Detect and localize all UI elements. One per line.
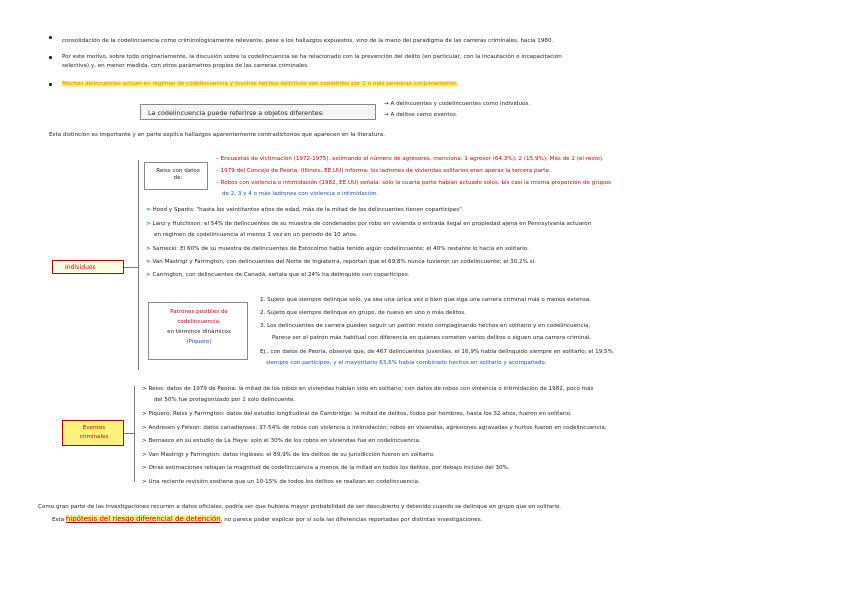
pattern-item: 2. Sujeto que siempre delinque en grupo, de nuevo en uno o más delitos. <box>260 310 466 316</box>
patterns-box-line: (Piquero) <box>186 339 212 345</box>
finding-row <box>154 232 358 239</box>
patterns-box <box>148 302 248 360</box>
reiss-item-2: – 1979 del Concejo de Peoria, (Illinois, EE.UU) informa: los ladrones de viviendas solitarios eran aperas la tercera parte. <box>216 168 551 174</box>
reiss-item-1: – Encuestas de victimación (1972-1975), estimando el número de agresores, menciona: 1 agresor (64,3%); 2 (15,9%); Más de 2 (el resto). <box>216 156 604 162</box>
evento-row: > Una reciente revisión sostiene que un 10-15% de todos los delitos se realizan en codelincuencia. <box>142 479 420 485</box>
conclusion-line-1: Como gran parte de las investigaciones recurren a datos oficiales, podría ser que hubiera mayor probabilidad de ser descubierto y detenido cuando se delinque en grupo que en solitario. <box>38 504 562 510</box>
finding-row: > Lanz y Hutchison: el 54% de delincuentes de su muestra de condenados por robo en vivienda o entrada ilegal en propiedad ajena en Pennsylvania actuaron <box>146 221 592 227</box>
finding-text: Van Mastrigt y Farrington, con delincuentes del Norte de Inglaterra, reportan que el 69,8% nunca tuvieron un codelincuente; el 30,2% sí. <box>152 259 536 265</box>
conclusion-text: , no parece poder explicar por sí sola las diferencias reportadas por distintas investigaciones. <box>220 517 483 523</box>
pattern-item: 3. Los delincuentes de carrera pueden seguir un patrón mixto compaginando hechos en solitario y en codelincuencia. <box>260 323 591 329</box>
reiss-item-4: de 2, 3 y 4 o más ladrones con violencia o intimidación. <box>222 191 379 197</box>
evento-text: Una reciente revisión sostiene que un 10-15% de todos los delitos se realizan en codelincuencia. <box>148 479 420 485</box>
conclusion-text: Esta <box>52 517 65 523</box>
eventos-label: Eventos <box>82 425 106 431</box>
finding-row: > Sarnecki: El 60% de su muestra de delincuentes de Estocolmo había tenido algún codelincuente; el 40% restante lo hacía en solitario. <box>146 246 529 252</box>
intro-line-2a: Por este motivo, sobre todo originariamente, la discusión sobre la codelincuencia se ha relacionado con la prevención del delito (en particular, con la incautación o incapacitación <box>62 54 562 60</box>
definition-label: La codelincuencia puede referirse a objetos diferentes: <box>148 109 325 117</box>
definition-box <box>140 104 376 120</box>
distinction-text: Esta distinción es importante y en parte explica hallazgos aparentemente contradictorios que aparecen en la literatura. <box>49 132 385 138</box>
finding-text: Sarnecki: El 60% de su muestra de delincuentes de Estocolmo había tenido algún codelincuente; el 40% restante lo hacía en solitario. <box>152 246 529 252</box>
finding-row: > Hood y Sparks: "hasta los veintitantos años de edad, más de la mitad de los delincuentes tienen copartícipes". <box>146 207 464 213</box>
bullet-dot <box>49 36 52 39</box>
pattern-item: 1. Sujeto que siempre delinque solo, ya sea una única vez o bien que siga una carrera criminal más o menos extensa. <box>260 297 592 303</box>
hipotesis-highlight: hipótesis del riesgo diferencial de detención <box>65 515 221 523</box>
finding-text: Hood y Sparks: "hasta los veintitantos años de edad, más de la mitad de los delincuentes tienen copartícipes". <box>152 207 464 213</box>
reiss-box-label: Reiss con datos de: <box>156 168 200 181</box>
reiss-box <box>144 162 208 190</box>
finding-row: > Van Mastrigt y Farrington, con delincuentes del Norte de Inglaterra, reportan que el 69,8% nunca tuvieron un codelincuente; el 30,2% sí. <box>146 259 536 265</box>
connector-line <box>124 267 138 268</box>
pattern-item: Ej., con datos de Peoria, observé que, de 467 delincuentes juveniles, el 16,9% había delinquido siempre en solitario; el 19,5% <box>260 349 613 355</box>
pattern-item: Parece ser el patrón más habitual con diferencia en quienes cometen varios delitos o siguen una carrera criminal. <box>272 335 592 341</box>
finding-text: en régimen de codelincuencia al menos 1 vez en un periodo de 10 años. <box>154 232 358 238</box>
evento-row: > Van Mastrigt y Farrington: datos ingleses: el 89,9% de los delitos de su jurisdicción fueron en solitario. <box>142 452 435 458</box>
evento-text: Piquero, Reiss y Farrington: datos del estudio longitudinal de Cambridge: la mitad de delitos, todos por hombres, hasta los 32 años, fueron en solitario. <box>148 411 572 417</box>
reiss-item-3: – Robos con violencia o intimidación (1982, EE.UU) señala: solo la cuarta parte habían actuado solos, bis casi la misma proporción de grupos <box>216 180 612 186</box>
evento-row: > Bernasco en su estudio de La Haya: solo el 30% de los robos en viviendas fue en codelincuencia. <box>142 438 421 444</box>
definition-option-2: → A delitos como eventos. <box>384 112 458 118</box>
connector-line <box>124 433 134 434</box>
evento-row: > Reiss: datos de 1979 de Peoria: la mitad de los robos en viviendas habían sido en solitario; con datos de robos con violencia o intimidación de 1982, poco más <box>142 386 594 392</box>
evento-row <box>154 397 295 404</box>
evento-text: Van Mastrigt y Farrington: datos ingleses: el 89,9% de los delitos de su jurisdicción fueron en solitario. <box>148 452 435 458</box>
finding-text: Lanz y Hutchison: el 54% de delincuentes de su muestra de condenados por robo en vivienda o entrada ilegal en propiedad ajena en Pennsylvania actuaron <box>152 221 592 227</box>
evento-text: Andresen y Felson: datos canadienses: 37-54% de robos con violencia o intimidación, robos en viviendas, agresiones agravadas y hurtos fueron en codelincuencia. <box>148 425 607 431</box>
pattern-item: siempre con partícipes, y el mayoritario 63,6% había combinado hechos en solitario y acompañado. <box>266 360 547 366</box>
bullet-dot <box>49 83 52 86</box>
definition-option-1: → A delincuentes y codelincuentes como individuos. <box>384 101 531 107</box>
finding-row: > Carrington, con delincuentes de Canadá, señala que el 24% ha delinquido con copartícipes. <box>146 272 410 278</box>
finding-text: Carrington, con delincuentes de Canadá, señala que el 24% ha delinquido con copartícipes. <box>152 272 410 278</box>
evento-row: > Andresen y Felson: datos canadienses: 37-54% de robos con violencia o intimidación, robos en viviendas, agresiones agravadas y hurtos fueron en codelincuencia. <box>142 425 607 431</box>
conclusion-line-2 <box>52 515 482 524</box>
intro-line-1: consolidación de la codelincuencia como criminológicamente relevante, pese a los hallazgos expuestos, vino de la mano del paradigma de las carreras criminales, hacia 1980. <box>62 38 554 44</box>
evento-text: del 50% fue protagonizado por 1 sólo delincuente. <box>154 397 296 403</box>
individuos-box <box>52 260 124 274</box>
patterns-box-line: en términos dinámicos <box>167 329 231 335</box>
bullet-dot <box>49 56 52 59</box>
eventos-label: criminales <box>79 434 109 440</box>
intro-line-3: Muchos delincuentes actúan en régimen de codelincuencia y muchos hechos delictivos son cometidos por 2 o más personas conjuntamente. <box>62 81 458 87</box>
evento-row: > Otras estimaciones rebajan la magnitud de codelincuencia a menos de la mitad en todos los delitos, por debajo incluso del 30%. <box>142 465 510 471</box>
evento-text: Reiss: datos de 1979 de Peoria: la mitad de los robos en viviendas habían sido en solitario; con datos de robos con violencia o intimidación de 1982, poco más <box>148 386 594 392</box>
eventos-box <box>62 420 124 446</box>
individuos-label: Individuos <box>65 264 96 271</box>
connector-line <box>134 386 135 482</box>
evento-text: Bernasco en su estudio de La Haya: solo el 30% de los robos en viviendas fue en codelincuencia. <box>148 438 421 444</box>
connector-line <box>138 160 139 370</box>
patterns-box-line: Patrones posibles de <box>170 309 228 315</box>
intro-line-2b: selectiva) y, en menor medida, con otros parámetros propios de las carreras criminales. <box>62 63 309 69</box>
evento-row: > Piquero, Reiss y Farrington: datos del estudio longitudinal de Cambridge: la mitad de delitos, todos por hombres, hasta los 32 años, fueron en solitario. <box>142 411 572 417</box>
evento-text: Otras estimaciones rebajan la magnitud de codelincuencia a menos de la mitad en todos los delitos, por debajo incluso del 30%. <box>148 465 510 471</box>
patterns-box-line: codelincuencia, <box>177 319 221 325</box>
